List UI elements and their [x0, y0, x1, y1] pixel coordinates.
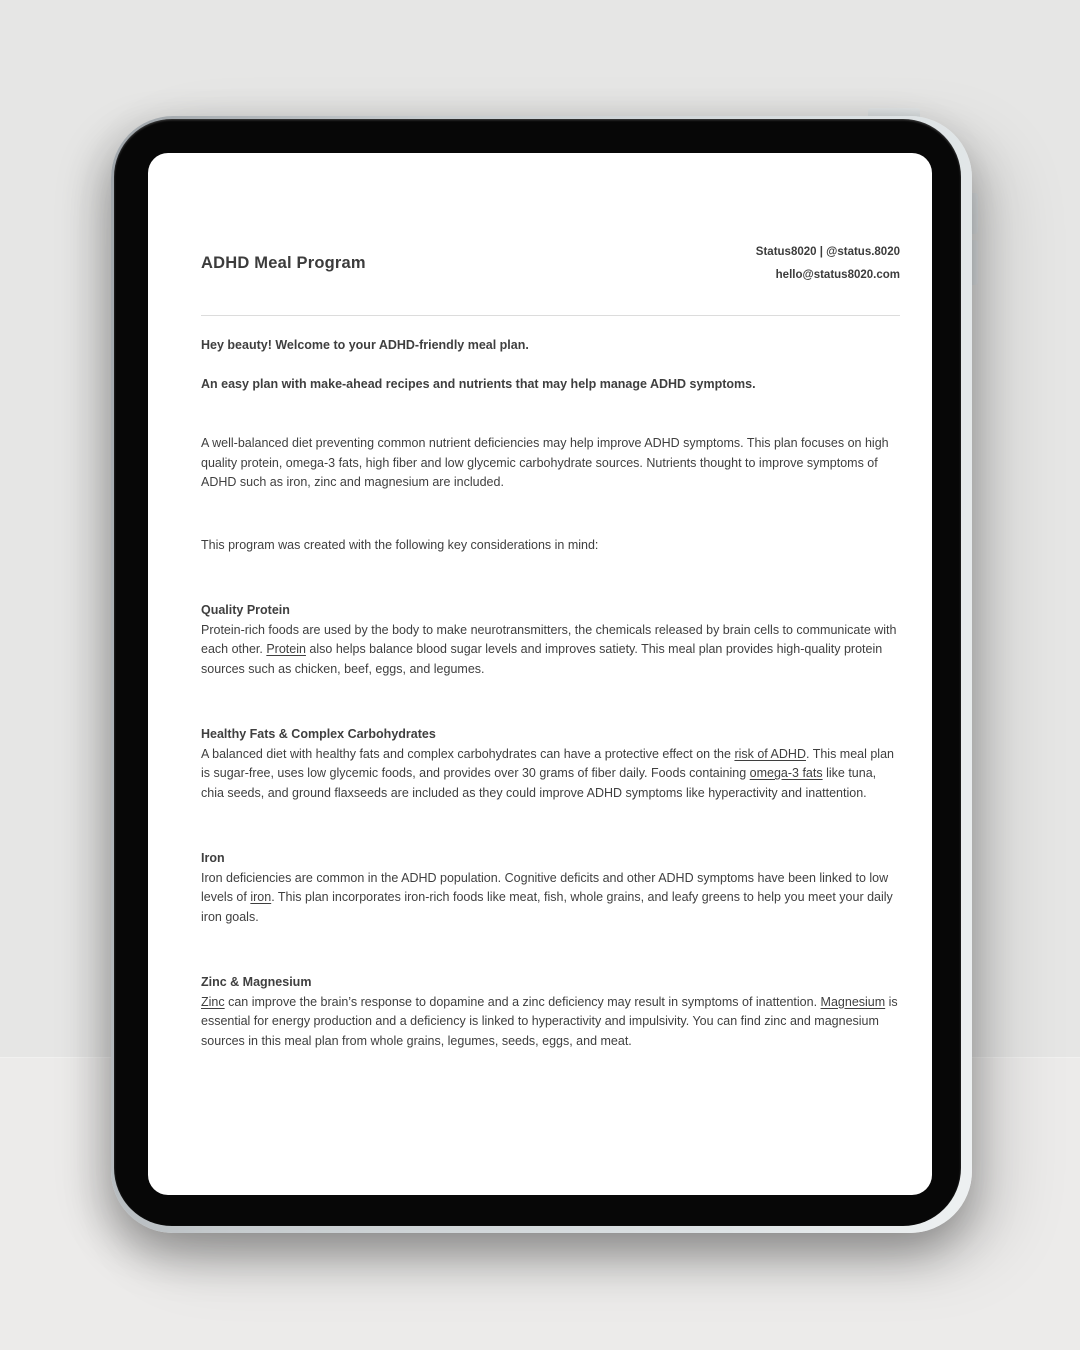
- tablet-device: [111, 116, 972, 1233]
- inline-link[interactable]: iron: [250, 890, 272, 904]
- section-heading: Zinc & Magnesium: [201, 975, 312, 989]
- text-segment: A balanced diet with healthy fats and complex carbohydrates can have a protective effect on the: [201, 746, 735, 761]
- intro-considerations: This program was created with the following key considerations in mind:: [201, 537, 599, 552]
- section-zinc-magnesium: [201, 973, 900, 1051]
- text-segment: like tuna, chia seeds, and ground flaxseeds are included as they could improve ADHD symptoms like hyperactivity and inattention.: [201, 766, 877, 800]
- intro-summary: An easy plan with make-ahead recipes and nutrients that may help manage ADHD symptoms.: [201, 376, 756, 391]
- tablet-screen: [148, 153, 932, 1195]
- brand-handle: Status8020 | @status.8020: [755, 246, 900, 258]
- text-segment: can improve the brain’s response to dopamine and a zinc deficiency may result in symptoms of inattention.: [224, 994, 821, 1009]
- section-healthy-fats: [201, 725, 900, 803]
- intro-overview: A well-balanced diet preventing common nutrient deficiencies may help improve ADHD symptoms. This plan focuses on high quality protein, omega-3 fats, high fiber and low glycemic carbohydrate sources. Nutrients thought to improve symptoms of ADHD such as iron, zinc and magnesium are included.: [201, 436, 889, 489]
- inline-link[interactable]: Protein: [266, 642, 306, 656]
- document-page: [148, 153, 932, 1195]
- section-body: [201, 993, 900, 1052]
- text-segment: Iron deficiencies are common in the ADHD population. Cognitive deficits and other ADHD symptoms have been linked to low levels of: [201, 870, 889, 904]
- divider: [201, 315, 900, 316]
- inline-link[interactable]: Zinc: [201, 994, 225, 1009]
- text-segment: . This plan incorporates iron-rich foods like meat, fish, whole grains, and leafy greens to help you meet your daily iron goals.: [201, 890, 893, 924]
- tablet-bezel: [114, 119, 961, 1226]
- text-segment: . This meal plan is sugar-free, uses low glycemic foods, and provides over 30 grams of fiber daily. Foods containing: [201, 746, 894, 780]
- section-heading: Iron: [201, 851, 225, 865]
- inline-link[interactable]: Magnesium: [820, 994, 886, 1009]
- section-quality-protein: [201, 601, 900, 679]
- inline-link[interactable]: omega-3 fats: [749, 766, 823, 780]
- text-segment: is essential for energy production and a deficiency is linked to hyperactivity and impulsivity. You can find zinc and magnesium sources in this meal plan from whole grains, legumes, seeds, eggs, and meat.: [201, 994, 898, 1048]
- section-body: [201, 869, 900, 928]
- section-body: [201, 745, 900, 804]
- section-heading: Healthy Fats & Complex Carbohydrates: [201, 727, 436, 741]
- document-header: [201, 241, 900, 287]
- contact-email: hello@status8020.com: [775, 269, 900, 281]
- intro-greeting: Hey beauty! Welcome to your ADHD-friendly meal plan.: [201, 338, 529, 352]
- section-body: [201, 621, 900, 680]
- section-iron: [201, 849, 900, 927]
- contact-block: [756, 241, 900, 287]
- section-heading: Quality Protein: [201, 603, 290, 617]
- page-title: ADHD Meal Program: [201, 254, 366, 273]
- text-segment: Protein-rich foods are used by the body to make neurotransmitters, the chemicals released by brain cells to communicate with each other.: [201, 622, 897, 656]
- inline-link[interactable]: risk of ADHD: [734, 746, 806, 761]
- text-segment: also helps balance blood sugar levels and improves satiety. This meal plan provides high-quality protein sources such as chicken, beef, eggs, and legumes.: [201, 642, 883, 676]
